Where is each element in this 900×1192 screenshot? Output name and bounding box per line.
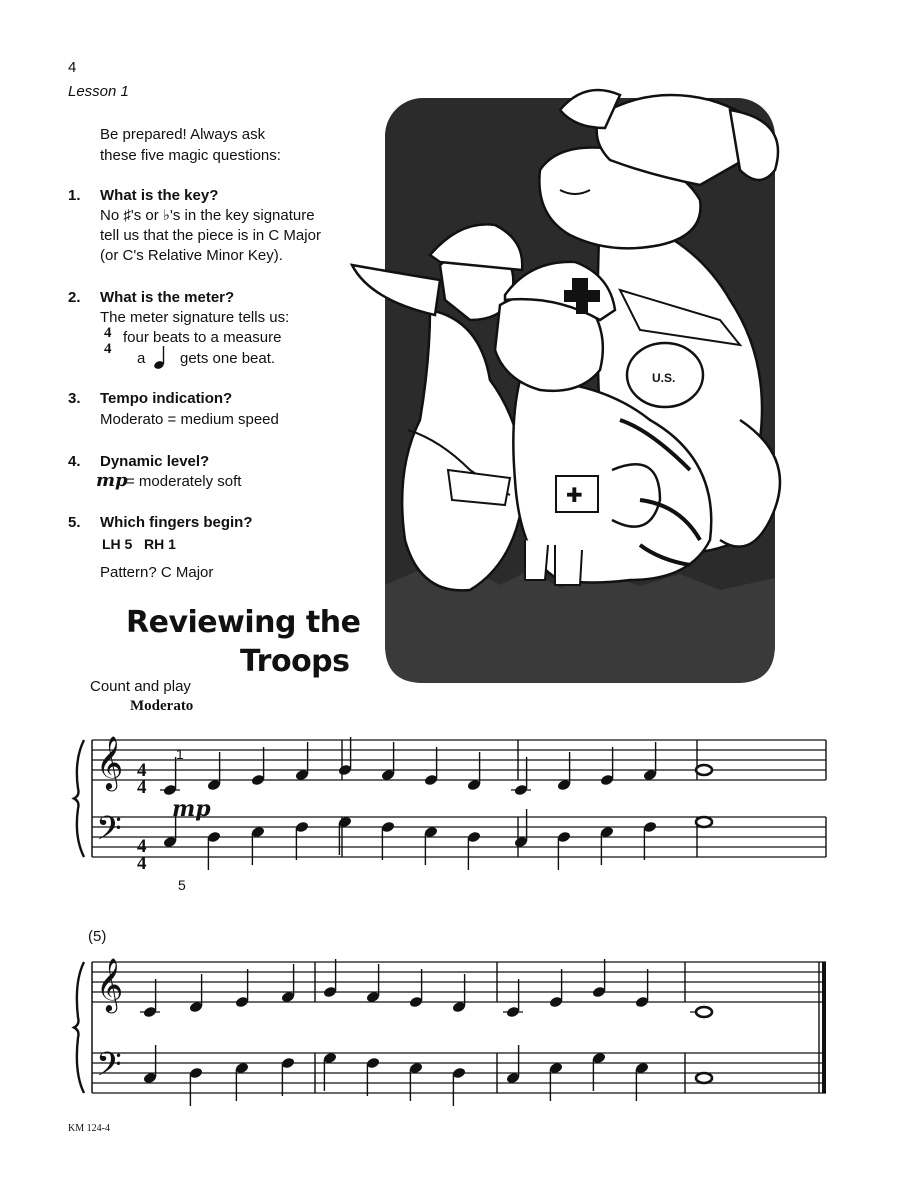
whole-note xyxy=(696,817,712,827)
question-4-title: Dynamic level? xyxy=(100,453,210,470)
meter-time-top: 4 xyxy=(104,325,112,341)
question-2-line-3: gets one beat. xyxy=(180,350,276,367)
song-title-line-1: Reviewing the xyxy=(126,605,361,640)
dynamic-mp: mp xyxy=(172,796,211,822)
time-sig-treble-top: 4 xyxy=(137,760,147,781)
time-sig-treble-bottom: 4 xyxy=(137,777,147,798)
question-3-number: 3. xyxy=(68,390,81,407)
question-1-title: What is the key? xyxy=(100,187,219,204)
question-1-line-1: No ♯'s or ♭'s in the key signature xyxy=(100,207,315,224)
finger-numbers: LH 5 RH 1 xyxy=(102,536,176,552)
time-sig-bass-bottom: 4 xyxy=(137,853,147,874)
bass-clef-icon: 𝄢 xyxy=(96,1046,122,1092)
page-number: 4 xyxy=(68,59,77,76)
meter-time-bottom: 4 xyxy=(104,341,112,357)
lesson-label: Lesson 1 xyxy=(68,83,129,100)
question-1-line-2: tell us that the piece is in C Major xyxy=(100,227,321,244)
whole-note xyxy=(696,1007,712,1017)
question-5-number: 5. xyxy=(68,514,81,531)
canteen-label: U.S. xyxy=(652,371,676,385)
question-2-title: What is the meter? xyxy=(100,289,235,306)
armband-cross: ✚ xyxy=(566,483,583,507)
time-sig-bass-top: 4 xyxy=(137,836,147,857)
whole-note xyxy=(696,1073,712,1083)
whole-note xyxy=(696,765,712,775)
question-3-line-1: Moderato = medium speed xyxy=(100,411,279,428)
song-title-line-2: Troops xyxy=(240,644,350,679)
finger-number-rh: 1 xyxy=(176,746,184,762)
intro-line-2: these five magic questions: xyxy=(100,147,281,164)
treble-clef-icon: 𝄞 xyxy=(96,735,124,789)
question-2-number: 2. xyxy=(68,289,81,306)
intro-line-1: Be prepared! Always ask xyxy=(100,126,266,143)
grand-staff-brace xyxy=(74,740,84,857)
pattern-line: Pattern? C Major xyxy=(100,564,214,581)
question-3-title: Tempo indication? xyxy=(100,390,233,407)
finger-number-lh: 5 xyxy=(178,877,186,893)
grand-staff-brace xyxy=(74,962,84,1093)
question-2-line-1: The meter signature tells us: xyxy=(100,309,290,326)
question-1-number: 1. xyxy=(68,187,81,204)
question-5-title: Which fingers begin? xyxy=(100,514,253,531)
question-4-line-1: = moderately soft xyxy=(126,473,242,490)
bass-clef-icon: 𝄢 xyxy=(96,810,122,856)
question-2-line-2: four beats to a measure xyxy=(123,329,282,346)
question-2-inline-a: a xyxy=(137,350,146,367)
treble-clef-icon: 𝄞 xyxy=(96,957,124,1011)
measure-number: (5) xyxy=(88,928,107,945)
count-and-play: Count and play xyxy=(90,678,191,695)
footer-code: KM 124-4 xyxy=(68,1123,110,1134)
question-1-line-3: (or C's Relative Minor Key). xyxy=(100,247,283,264)
dynamic-mark-mp: mp xyxy=(96,470,128,491)
tempo-marking: Moderato xyxy=(130,698,194,714)
question-4-number: 4. xyxy=(68,453,81,470)
